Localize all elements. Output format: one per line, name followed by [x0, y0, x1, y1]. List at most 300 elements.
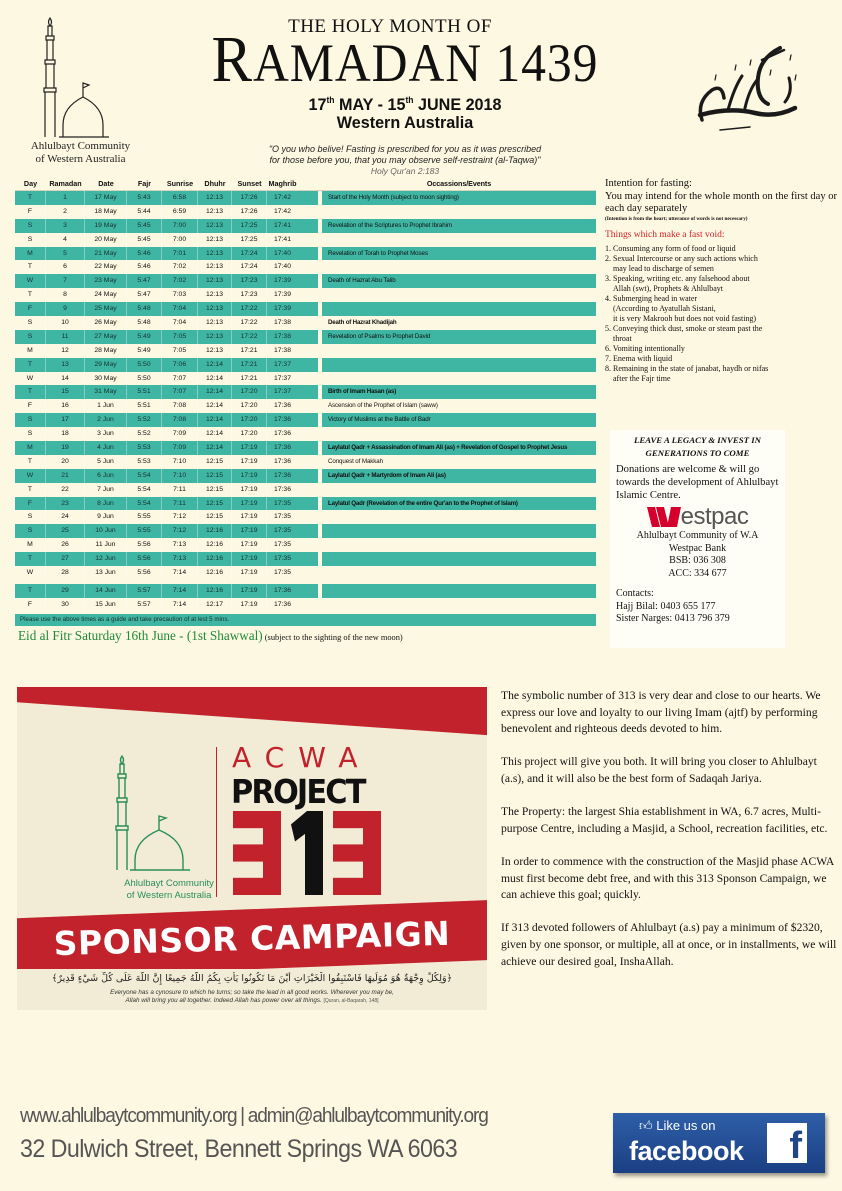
translation-line1: Everyone has a cynosure to which he turns; so take the lead in all good works. Wherever you may be, [110, 989, 394, 996]
void-item-sub: throat [613, 333, 632, 343]
col-dhuhr: Dhuhr [204, 179, 226, 188]
cell-dhuhr: 12:15 [198, 483, 232, 497]
cell-day: T [15, 260, 46, 274]
cell-day: M [15, 441, 46, 455]
void-item [605, 344, 840, 354]
cell-event: Death of Hazrat Abu Talib [322, 274, 596, 288]
cell-sunrise: 7:09 [162, 427, 198, 441]
cell-sunset: 17:20 [232, 399, 267, 413]
cell-maghrib: 17:36 [273, 444, 291, 452]
cell-event: Start of the Holy Month (subject to moon sighting) [322, 191, 596, 205]
cell-event [322, 524, 596, 538]
cell-fajr: 5:45 [127, 219, 162, 233]
ramadan-kareem-calligraphy-icon [690, 40, 810, 140]
cell-day: T [15, 358, 46, 372]
cell-event: Conquest of Makkah [328, 457, 383, 465]
contact-narges: Sister Narges: 0413 796 379 [616, 613, 730, 624]
table-row [15, 510, 596, 524]
cell-event [322, 358, 596, 372]
cell-ramadan-day: 24 [46, 510, 85, 524]
void-item [605, 244, 840, 254]
cell-dhuhr: 12:13 [198, 274, 232, 288]
cell-dhuhr: 12:14 [198, 385, 232, 399]
cell-date: 15 Jun [85, 598, 127, 612]
address: 32 Dulwich Street, Bennett Springs WA 6063 [20, 1135, 458, 1163]
cell-sunrise: 7:14 [162, 566, 198, 580]
cell-maghrib: 17:36 [273, 485, 291, 493]
cell-dhuhr: 12:13 [198, 260, 232, 274]
cell-event: Birth of Imam Hasan (as) [322, 385, 596, 399]
cell-fajr: 5:48 [127, 316, 162, 330]
cell-dhuhr: 12:13 [198, 330, 232, 344]
website-link[interactable]: www.ahlulbaytcommunity.org [20, 1104, 237, 1127]
col-date: Date [98, 179, 114, 188]
cell-day: S [15, 510, 46, 524]
cell-dhuhr: 12:13 [198, 288, 232, 302]
cell-sunset: 17:20 [232, 413, 267, 427]
cell-fajr: 5:49 [127, 330, 162, 344]
cell-maghrib: 17:38 [273, 332, 291, 340]
intention-text: You may intend for the whole month on the first day or each day separately [605, 190, 837, 214]
cell-sunset: 17:21 [232, 372, 267, 386]
fb-like-label: Like us on [656, 1118, 716, 1133]
void-item [605, 274, 840, 294]
cell-fajr: 5:57 [127, 584, 162, 598]
cell-fajr: 5:53 [127, 441, 162, 455]
cell-ramadan-day: 8 [46, 288, 85, 302]
cell-fajr: 5:56 [127, 538, 162, 552]
cell-sunset: 17:23 [232, 288, 267, 302]
table-row [15, 566, 596, 580]
project-title: PROJECT [231, 772, 365, 811]
table-row [15, 302, 596, 316]
cell-sunset: 17:19 [232, 510, 267, 524]
cell-day: S [15, 524, 46, 538]
verse-line2: for those before you, that you may observe self-restraint (al-Taqwa)" [269, 155, 541, 165]
paragraph: If 313 devoted followers of Ahlulbayt (a.s) pay a minimum of $2320, given by one sponsor, or multiple, all at once, or in installments, we will achieve our desired goal, InshaAllah. [501, 921, 837, 968]
fb-like-text [639, 1118, 715, 1133]
fasting-info [605, 178, 840, 384]
cell-date: 13 Jun [85, 566, 127, 580]
cell-dhuhr: 12:17 [198, 598, 232, 612]
cell-dhuhr: 12:16 [198, 584, 232, 598]
cell-date: 1 Jun [85, 399, 127, 413]
cell-sunrise: 7:00 [162, 233, 198, 247]
donation-description: Donations are welcome & will go towards the development of Ahlulbayt Islamic Centre. [616, 464, 779, 501]
table-row [15, 552, 596, 566]
paragraph: The Property: the largest Shia establishment in WA, 6.7 acres, Multi-purpose Centre, including a Masjid, a School, recreation facilities, etc. [501, 805, 828, 835]
cell-dhuhr: 12:14 [198, 372, 232, 386]
cell-ramadan-day: 5 [46, 247, 85, 261]
cell-dhuhr: 12:14 [198, 358, 232, 372]
table-row [15, 598, 596, 612]
westpac-w-icon [647, 507, 681, 527]
cell-sunrise: 7:05 [162, 330, 198, 344]
cell-event [322, 288, 596, 302]
table-row [15, 247, 596, 261]
legacy-line1: LEAVE A LEGACY & INVEST IN [633, 435, 761, 445]
table-row [15, 497, 596, 511]
cell-fajr: 5:51 [127, 399, 162, 413]
verse-ref: Holy Qur'an 2:183 [370, 166, 440, 176]
cell-sunset: 17:19 [232, 552, 267, 566]
prayer-timetable [15, 176, 596, 626]
title-block [190, 18, 620, 177]
eid-announcement [18, 628, 403, 644]
intention-heading: Intention for fasting: [605, 178, 692, 189]
cell-fajr: 5:47 [127, 288, 162, 302]
cell-day: S [15, 427, 46, 441]
void-item-main: 8. Remaining in the state of janabat, haydh or nifas [605, 363, 769, 373]
cell-sunset: 17:23 [232, 274, 267, 288]
end-suffix: th [405, 95, 414, 105]
cell-day: M [15, 344, 46, 358]
cell-sunset: 17:20 [232, 385, 267, 399]
cell-fajr: 5:44 [127, 205, 162, 219]
cell-maghrib: 17:36 [273, 416, 291, 424]
cell-fajr: 5:54 [127, 469, 162, 483]
cell-fajr: 5:45 [127, 233, 162, 247]
contact-bilal: Hajj Bilal: 0403 655 177 [616, 600, 716, 612]
cell-sunset: 17:24 [232, 260, 267, 274]
void-item [605, 324, 840, 344]
cell-event [322, 538, 596, 552]
cell-ramadan-day: 4 [46, 233, 85, 247]
cell-event [322, 566, 596, 580]
cell-dhuhr: 12:14 [198, 413, 232, 427]
cell-ramadan-day: 17 [46, 413, 85, 427]
cell-date: 22 May [85, 260, 127, 274]
cell-sunset: 17:21 [232, 344, 267, 358]
cell-date: 11 Jun [85, 538, 127, 552]
table-row [15, 358, 596, 372]
cell-event [322, 233, 596, 247]
cell-maghrib: 17:36 [273, 457, 291, 465]
cell-dhuhr: 12:15 [198, 455, 232, 469]
cell-date: 23 May [85, 274, 127, 288]
title-small: THE HOLY MONTH OF [288, 16, 492, 37]
cell-ramadan-day: 19 [46, 441, 85, 455]
cell-sunrise: 7:04 [162, 302, 198, 316]
cell-fajr: 5:57 [127, 598, 162, 612]
cell-sunrise: 7:03 [162, 288, 198, 302]
table-row [15, 455, 596, 469]
table-row [15, 385, 596, 399]
account-name: Ahlulbayt Community of W.A [636, 530, 759, 541]
cell-day: F [15, 598, 46, 612]
cell-sunset: 17:22 [232, 330, 267, 344]
cell-event: Revelation of Torah to Prophet Moses [322, 247, 596, 261]
cell-date: 12 Jun [85, 552, 127, 566]
cell-maghrib: 17:36 [273, 586, 291, 594]
cell-day: S [15, 330, 46, 344]
void-item [605, 254, 840, 274]
void-item-main: 4. Submerging head in water [605, 293, 698, 303]
void-item-main: 6. Vomiting intentionally [605, 343, 685, 353]
cell-sunrise: 7:10 [162, 455, 198, 469]
cell-ramadan-day: 29 [46, 584, 85, 598]
table-row [15, 427, 596, 441]
cell-ramadan-day: 11 [46, 330, 85, 344]
paragraph: This project will give you both. It will bring you closer to Ahlulbayt (a.s), and it will also be the best form of Sadaqah Jariya. [501, 755, 817, 785]
table-row [15, 205, 596, 219]
col-events: Occassions/Events [426, 179, 492, 188]
cell-day: T [15, 483, 46, 497]
void-item-sub: Allah (swt), Prophets & Ahlulbayt [613, 283, 723, 293]
title-rest: AMADAN 1439 [252, 33, 599, 93]
col-day: Day [23, 179, 38, 188]
footer [20, 1103, 523, 1165]
cell-sunrise: 7:12 [162, 524, 198, 538]
void-item-main: 3. Speaking, writing etc. any falsehood about [605, 273, 750, 283]
cell-event [322, 372, 596, 386]
red-band-top [17, 687, 487, 736]
cell-event: Laylatul Qadr + Martyrdom of Imam Ali (as) [322, 469, 596, 483]
cell-date: 25 May [85, 302, 127, 316]
cell-date: 29 May [85, 358, 127, 372]
number-313-graphic [233, 811, 381, 895]
cell-sunrise: 7:02 [162, 260, 198, 274]
cell-sunrise: 7:14 [162, 584, 198, 598]
cell-fajr: 5:50 [127, 358, 162, 372]
cell-date: 30 May [85, 372, 127, 386]
cell-ramadan-day: 1 [46, 191, 85, 205]
dates-end: JUNE 2018 [413, 95, 502, 114]
cell-dhuhr: 12:14 [198, 441, 232, 455]
cell-dhuhr: 12:13 [198, 191, 232, 205]
cell-day: M [15, 538, 46, 552]
start-suffix: th [326, 95, 335, 105]
cell-sunset: 17:24 [232, 247, 267, 261]
cell-day: T [15, 552, 46, 566]
cell-day: W [15, 372, 46, 386]
cell-sunset: 17:22 [232, 302, 267, 316]
cell-sunset: 17:19 [232, 469, 267, 483]
cell-maghrib: 17:37 [273, 388, 291, 396]
cell-event: Death of Hazrat Khadijah [328, 319, 397, 327]
col-maghrib: Maghrib [268, 179, 297, 188]
cell-dhuhr: 12:15 [198, 497, 232, 511]
cell-fajr: 5:43 [127, 191, 162, 205]
cell-date: 6 Jun [85, 469, 127, 483]
cell-date: 2 Jun [85, 413, 127, 427]
void-item-main: 1. Consuming any form of food or liquid [605, 243, 736, 253]
cell-event [322, 483, 596, 497]
cell-fajr: 5:48 [127, 302, 162, 316]
cell-event [322, 205, 596, 219]
legacy-line2: GENERATIONS TO COME [645, 448, 750, 458]
cell-maghrib: 17:39 [273, 305, 291, 313]
cell-date: 26 May [85, 316, 127, 330]
cell-maghrib: 17:38 [273, 319, 291, 327]
table-header [15, 176, 596, 191]
cell-event: Ascension of the Prophet of Islam (saww) [328, 402, 438, 410]
cell-dhuhr: 12:15 [198, 469, 232, 483]
contacts-heading: Contacts: [616, 588, 654, 599]
start-day: 17 [308, 95, 327, 114]
void-item-sub: (According to Ayatullah Sistani, [613, 303, 716, 313]
facebook-like-button[interactable] [613, 1113, 825, 1173]
cell-maghrib: 17:42 [273, 194, 291, 201]
cell-day: T [15, 288, 46, 302]
org-logo [18, 14, 143, 164]
translation-line2: Allah will bring you all together. Indeed Allah has power over all things. [125, 997, 322, 1004]
cell-ramadan-day: 9 [46, 302, 85, 316]
verse-translation [17, 989, 487, 1005]
cell-sunset: 17:25 [232, 233, 267, 247]
cell-sunset: 17:25 [232, 219, 267, 233]
col-fajr: Fajr [137, 179, 152, 188]
cell-date: 4 Jun [85, 441, 127, 455]
cell-dhuhr: 12:13 [198, 247, 232, 261]
cell-maghrib: 17:35 [273, 499, 291, 507]
cell-day: W [15, 274, 46, 288]
table-row [15, 524, 596, 538]
cell-maghrib: 17:38 [273, 346, 291, 354]
cell-fajr: 5:49 [127, 344, 162, 358]
eid-note: (subject to the sighting of the new moon) [262, 633, 403, 642]
cell-sunrise: 7:12 [162, 510, 198, 524]
cell-fajr: 5:52 [127, 413, 162, 427]
cell-ramadan-day: 20 [46, 455, 85, 469]
cell-date: 18 May [85, 205, 127, 219]
contacts [610, 588, 785, 626]
col-sunrise: Sunrise [166, 179, 194, 188]
cell-dhuhr: 12:14 [198, 427, 232, 441]
cell-maghrib: 17:35 [273, 569, 291, 577]
void-item [605, 314, 840, 324]
intention-note: (Intention is from the heart; utterance of words is not necessary) [605, 215, 748, 222]
cell-day: F [15, 205, 46, 219]
westpac-word: estpac [680, 503, 749, 530]
thumbs-up-icon: 👍︎ [639, 1118, 653, 1133]
cell-sunrise: 7:08 [162, 399, 198, 413]
paragraph: The symbolic number of 313 is very dear and close to our hearts. We express our love and loyalty to our living Imam (ajtf) by performing benevolent and righteous deeds devoted to him. [501, 689, 821, 736]
citation: [Quran, al-Baqarah, 148] [323, 998, 379, 1004]
cell-maghrib: 17:41 [273, 221, 291, 229]
cell-sunset: 17:19 [232, 455, 267, 469]
void-item-sub: may lead to discharge of semen [613, 263, 714, 273]
table-row [15, 483, 596, 497]
cell-maghrib: 17:35 [273, 527, 291, 535]
cell-day: S [15, 316, 46, 330]
fb-wordmark: facebook [629, 1136, 744, 1166]
cell-ramadan-day: 14 [46, 372, 85, 386]
cell-sunrise: 7:11 [162, 497, 198, 511]
email-link[interactable]: admin@ahlulbaytcommunity.org [247, 1104, 488, 1127]
mosque-minaret-green-icon [102, 752, 212, 877]
dates-middle: MAY - 15 [334, 95, 406, 114]
bank-details [610, 530, 785, 580]
cell-fajr: 5:53 [127, 455, 162, 469]
cell-day: S [15, 219, 46, 233]
region: Western Australia [336, 113, 474, 132]
table-row [15, 344, 596, 358]
cell-maghrib: 17:36 [273, 430, 291, 438]
cell-sunset: 17:26 [232, 191, 267, 205]
org-name-line1: Ahlulbayt Community [30, 140, 131, 152]
cell-ramadan-day: 30 [46, 598, 85, 612]
cell-event: Victory of Muslims at the Battle of Badr [322, 413, 596, 427]
cell-dhuhr: 12:13 [198, 205, 232, 219]
table-row [15, 538, 596, 552]
cell-event: Revelation of Psalms to Prophet David [322, 330, 596, 344]
cell-event: Laylatul Qadr (Revelation of the entire Qur'an to the Prophet of Islam) [322, 497, 596, 511]
title-initial: R [211, 23, 253, 96]
table-row [15, 372, 596, 386]
table-row [15, 288, 596, 302]
cell-ramadan-day: 18 [46, 427, 85, 441]
cell-maghrib: 17:37 [273, 360, 291, 368]
project-description [501, 688, 839, 987]
cell-maghrib: 17:37 [273, 374, 291, 382]
cell-day: S [15, 233, 46, 247]
cell-fajr: 5:56 [127, 552, 162, 566]
cell-event [322, 344, 596, 358]
cell-sunset: 17:22 [232, 316, 267, 330]
paragraph: In order to commence with the construction of the Masjid phase ACWA must first become debt free, and with this 313 Sponson Campaign, we can achieve this goal; quickly. [501, 854, 834, 902]
table-row [15, 330, 596, 344]
cell-sunrise: 7:14 [162, 598, 198, 612]
table-row [15, 441, 596, 455]
cell-day: T [15, 191, 46, 205]
cell-date: 20 May [85, 233, 127, 247]
cell-dhuhr: 12:16 [198, 552, 232, 566]
cell-maghrib: 17:36 [273, 471, 291, 479]
cell-date: 17 May [85, 191, 127, 205]
cell-ramadan-day: 25 [46, 524, 85, 538]
col-sunset: Sunset [237, 179, 262, 188]
cell-date: 14 Jun [85, 584, 127, 598]
table-row [15, 219, 596, 233]
cell-ramadan-day: 3 [46, 219, 85, 233]
cell-maghrib: 17:36 [273, 600, 291, 608]
cell-ramadan-day: 21 [46, 469, 85, 483]
cell-sunset: 17:21 [232, 358, 267, 372]
cell-fajr: 5:56 [127, 566, 162, 580]
void-item [605, 364, 840, 384]
donation-box [610, 430, 785, 648]
cell-date: 5 Jun [85, 455, 127, 469]
cell-maghrib: 17:39 [273, 277, 291, 285]
table-body [15, 191, 596, 612]
cell-dhuhr: 12:16 [198, 524, 232, 538]
cell-sunrise: 7:02 [162, 274, 198, 288]
facebook-f-icon: f [767, 1123, 807, 1163]
cell-sunset: 17:19 [232, 566, 267, 580]
cell-fajr: 5:46 [127, 247, 162, 261]
void-list [605, 244, 840, 384]
cell-fajr: 5:51 [127, 385, 162, 399]
cell-maghrib: 17:36 [273, 402, 291, 410]
verse [190, 144, 620, 166]
mosque-minaret-icon [33, 14, 128, 139]
cell-event: Laylatul Qadr + Assassination of Imam Ali (as) + Revelation of Gospel to Prophet Jesus [322, 441, 596, 455]
cell-day: M [15, 247, 46, 261]
table-row [15, 469, 596, 483]
cell-date: 19 May [85, 219, 127, 233]
cell-sunset: 17:19 [232, 538, 267, 552]
cell-sunset: 17:19 [232, 497, 267, 511]
verse-line1: "O you who belive! Fasting is prescribed for you as it was prescribed [268, 144, 542, 154]
void-item-sub: it is very Makrooh but does not void fasting) [613, 313, 757, 323]
void-item-main: 2. Sexual Intercourse or any such actions which [605, 253, 758, 263]
acwa-title: ACWA [232, 741, 372, 774]
cell-day: F [15, 497, 46, 511]
legacy-heading [610, 434, 785, 460]
cell-event [322, 260, 596, 274]
project-313-banner [17, 687, 487, 1010]
